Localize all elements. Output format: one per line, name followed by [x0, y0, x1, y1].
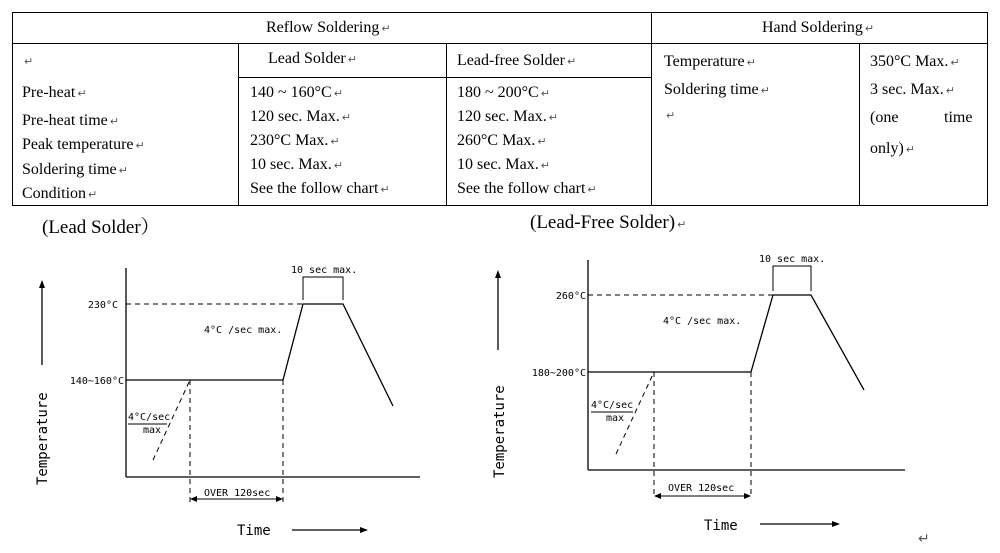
leadfree-solder-header: Lead-free Solder ↵ [457, 52, 577, 69]
leadfree-preheat-rate-unit: max [606, 413, 625, 424]
lead-solder-header: Lead Solder ↵ [268, 50, 357, 67]
row-label-preheat: Pre-heat ↵ [22, 84, 87, 101]
lead-peak-tick-label: 230°C [87, 300, 118, 311]
leadfree-xlabel-arrowhead [832, 521, 840, 527]
lead-peak-duration-label: 10 sec max. [291, 265, 358, 276]
hand-soldering-header: Hand Soldering ↵ [762, 19, 875, 36]
lead-duration-arrowhead-left [190, 496, 197, 502]
lead-preheat-time: 120 sec. Max. ↵ [250, 108, 351, 125]
leadfree-peak-temperature: 260°C Max. ↵ [457, 132, 547, 149]
hand-temperature-value: 350°C Max. ↵ [870, 53, 960, 70]
hand-temperature-label: Temperature ↵ [664, 53, 756, 70]
lead-solder-chart [0, 240, 480, 553]
leadfree-preheat: 180 ~ 200°C ↵ [457, 84, 550, 101]
lead-soldering-time: 10 sec. Max. ↵ [250, 156, 343, 173]
leadfree-duration-arrowhead-right [744, 493, 751, 499]
lead-ylabel-arrowhead [39, 280, 45, 288]
hand-time-one: (one [870, 109, 899, 126]
leadfree-profile-line [588, 295, 864, 390]
leadfree-preheat-tick-label: 180~200°C [531, 368, 586, 379]
trailing-return-mark: ↵ [918, 531, 930, 547]
leadfree-preheat-time: 120 sec. Max. ↵ [457, 108, 558, 125]
lead-preheat-rate-unit: max [143, 425, 162, 436]
hand-time-time: time [944, 109, 973, 126]
leadfree-peak-bracket [773, 266, 811, 291]
leadfree-xlabel: Time [704, 518, 738, 534]
lead-chart-title: (Lead Solder） [42, 217, 160, 238]
lead-duration-label: OVER 120sec [204, 488, 271, 499]
hand-empty-return: ↵ [666, 109, 676, 122]
lead-profile-line [126, 304, 393, 406]
leadfree-peak-duration-label: 10 sec max. [759, 254, 826, 265]
hand-time-value: 3 sec. Max. ↵ [870, 81, 955, 98]
lead-ramp-rate-label: 4°C /sec max. [204, 325, 283, 336]
lead-duration-arrowhead-right [276, 496, 283, 502]
leadfree-chart-title: (Lead-Free Solder) ↵ [530, 212, 687, 233]
row-label-condition: Condition ↵ [22, 185, 98, 202]
leadfree-duration-arrowhead-left [654, 493, 661, 499]
leadfree-peak-tick-label: 260°C [555, 291, 586, 302]
leadfree-ylabel: Temperature [492, 385, 508, 478]
lead-preheat: 140 ~ 160°C ↵ [250, 84, 343, 101]
lead-ylabel: Temperature [35, 392, 51, 485]
row-label-preheat-time: Pre-heat time ↵ [22, 112, 119, 129]
leadfree-ylabel-arrowhead [495, 270, 501, 278]
hand-soldering-time-label: Soldering time ↵ [664, 81, 770, 98]
empty-label-cell: ↵ [24, 55, 34, 68]
leadfree-soldering-time: 10 sec. Max. ↵ [457, 156, 550, 173]
leadfree-condition: See the follow chart ↵ [457, 180, 597, 197]
lead-peak-bracket [303, 277, 343, 300]
leadfree-solder-chart [480, 240, 1000, 553]
hand-time-only: only) ↵ [870, 140, 915, 157]
lead-xlabel-arrowhead [360, 527, 368, 533]
lead-condition: See the follow chart ↵ [250, 180, 390, 197]
row-label-soldering-time: Soldering time ↵ [22, 161, 128, 178]
lead-peak-temperature: 230°C Max. ↵ [250, 132, 340, 149]
lead-xlabel: Time [237, 523, 271, 539]
lead-preheat-tick-label: 140~160°C [69, 376, 124, 387]
row-label-peak-temperature: Peak temperature ↵ [22, 136, 145, 153]
leadfree-duration-label: OVER 120sec [668, 483, 735, 494]
leadfree-ramp-rate-label: 4°C /sec max. [663, 316, 742, 327]
leadfree-preheat-rate-label: 4°C/sec [591, 400, 634, 411]
reflow-soldering-header: Reflow Soldering ↵ [266, 19, 391, 36]
lead-preheat-rate-label: 4°C/sec [128, 412, 171, 423]
